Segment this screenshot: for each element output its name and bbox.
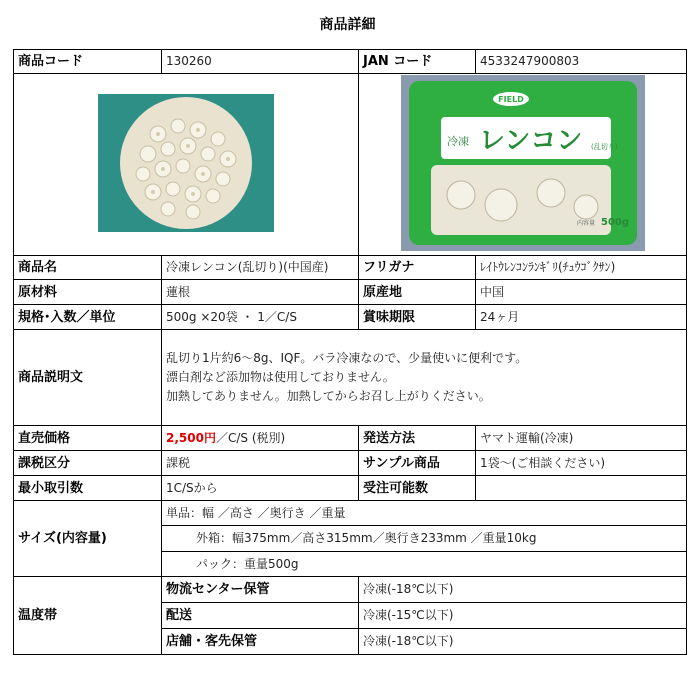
expiry-value: 24ヶ月 bbox=[476, 305, 687, 330]
size-line-3: パック：重量500g bbox=[162, 552, 687, 577]
sample-value: 1袋～(ご相談ください) bbox=[476, 451, 687, 476]
material-value: 蓮根 bbox=[162, 280, 359, 305]
package-brand: FIELD bbox=[497, 94, 524, 104]
accept-value bbox=[476, 476, 687, 501]
package-weight: 500g bbox=[600, 216, 629, 228]
description-line-2: 漂白剤など添加物は使用しておりません。 bbox=[166, 370, 395, 384]
material-label: 原材料 bbox=[14, 280, 162, 305]
price-amount: 2,500円 bbox=[166, 430, 216, 445]
price-value bbox=[162, 426, 359, 451]
product-photo-cell bbox=[14, 74, 359, 256]
shipping-label: 発送方法 bbox=[359, 426, 476, 451]
temp-row-value-3: 冷凍(-18℃以下) bbox=[359, 629, 687, 655]
page-title: 商品詳細 bbox=[319, 17, 376, 33]
code-label: 商品コード bbox=[14, 50, 162, 74]
temp-row-value-2: 冷凍(-15℃以下) bbox=[359, 603, 687, 629]
temp-label: 温度帯 bbox=[14, 577, 162, 655]
name-label: 商品名 bbox=[14, 256, 162, 280]
package-kanji: 冷凍 bbox=[446, 134, 469, 148]
size-line-2: 外箱：幅375mm／高さ315mm／奥行き233mm ／重量10kg bbox=[162, 526, 687, 552]
jan-value: 4533247900803 bbox=[476, 50, 687, 74]
description-value bbox=[162, 330, 687, 426]
size-label: サイズ(内容量) bbox=[14, 501, 162, 577]
description-line-3: 加熱してありません。加熱してからお召し上がりください。 bbox=[166, 389, 491, 403]
size-line-1: 単品：幅 ／高さ ／奥行き ／重量 bbox=[162, 501, 687, 526]
package-sub-text: (乱切り) bbox=[590, 142, 617, 151]
product-detail-table bbox=[13, 49, 687, 655]
accept-label: 受注可能数 bbox=[359, 476, 476, 501]
temp-row-label-2: 配送 bbox=[162, 603, 359, 629]
origin-value: 中国 bbox=[476, 280, 687, 305]
min-order-value: 1C/Sから bbox=[162, 476, 359, 501]
expiry-label: 賞味期限 bbox=[359, 305, 476, 330]
spec-value: 500g ×20袋 ・ 1／C/S bbox=[162, 305, 359, 330]
description-label: 商品説明文 bbox=[14, 330, 162, 426]
package-photo bbox=[401, 75, 645, 251]
temp-row-label-3: 店舗・客先保管 bbox=[162, 629, 359, 655]
jan-label: JAN コード bbox=[359, 50, 476, 74]
package-photo-cell bbox=[359, 74, 687, 256]
origin-label: 原産地 bbox=[359, 280, 476, 305]
package-main-text: レンコン bbox=[478, 125, 582, 156]
sample-label: サンプル商品 bbox=[359, 451, 476, 476]
description-line-1: 乱切り1片約6～8g、IQF。バラ冷凍なので、少量使いに便利です。 bbox=[166, 351, 528, 365]
temp-row-value-1: 冷凍(-18℃以下) bbox=[359, 577, 687, 603]
min-order-label: 最小取引数 bbox=[14, 476, 162, 501]
product-photo bbox=[98, 94, 274, 232]
price-label: 直売価格 bbox=[14, 426, 162, 451]
temp-row-label-1: 物流センター保管 bbox=[162, 577, 359, 603]
name-value: 冷凍レンコン(乱切り)(中国産) bbox=[162, 256, 359, 280]
shipping-value: ヤマト運輸(冷凍) bbox=[476, 426, 687, 451]
furigana-value: ﾚｲﾄｳﾚﾝｺﾝﾗﾝｷﾞﾘ(ﾁｭｳｺﾞｸｻﾝ) bbox=[476, 256, 687, 280]
price-unit: ／C/S (税別) bbox=[215, 430, 286, 445]
spec-label: 規格･入数／単位 bbox=[14, 305, 162, 330]
tax-label: 課税区分 bbox=[14, 451, 162, 476]
furigana-label: フリガナ bbox=[359, 256, 476, 280]
package-net-text: 内容量 bbox=[576, 219, 595, 227]
code-value: 130260 bbox=[162, 50, 359, 74]
tax-value: 課税 bbox=[162, 451, 359, 476]
